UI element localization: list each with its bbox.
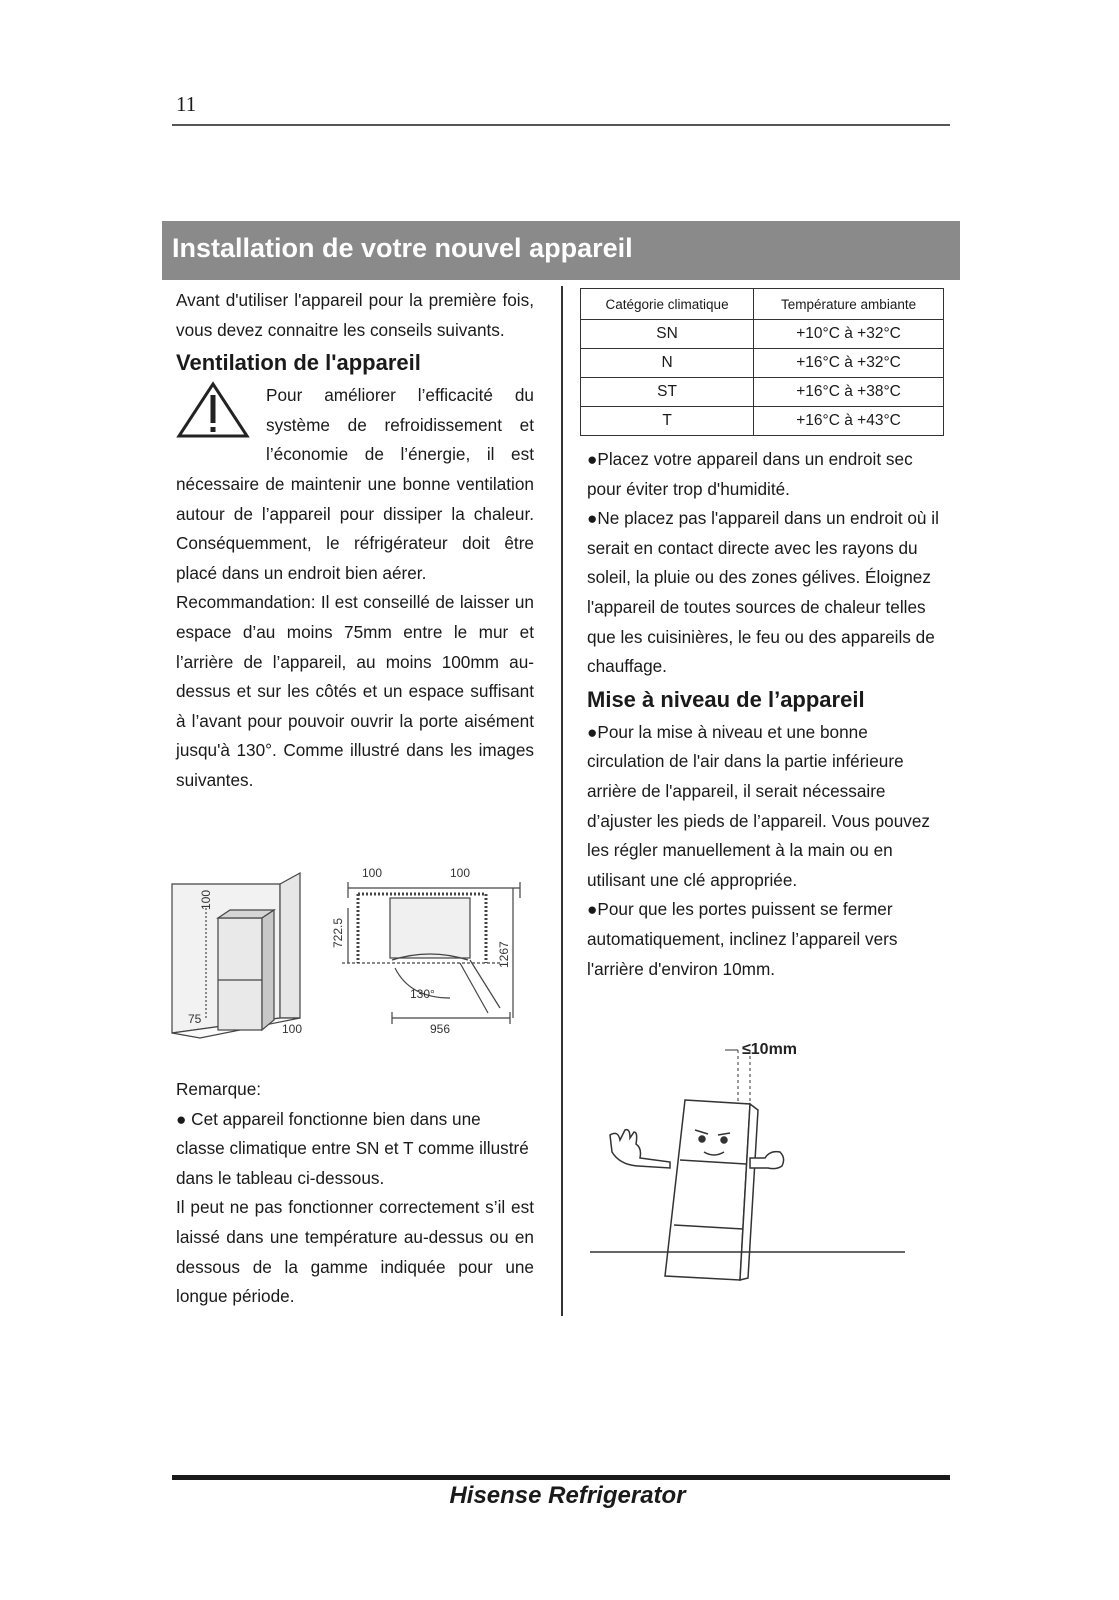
- table-cell: ST: [581, 378, 754, 407]
- depth-label: 722.5: [331, 917, 345, 948]
- remark-block: [176, 1075, 534, 1312]
- top-clearance-label: 100: [199, 889, 213, 910]
- gap-left-label: 100: [362, 868, 383, 880]
- remark-label: Remarque:: [176, 1079, 262, 1099]
- footer-brand: Hisense Refrigerator: [449, 1482, 686, 1509]
- climate-table: [580, 288, 944, 436]
- remark-item-2: Il peut ne pas fonctionner correctement s’il est laissé dans une température au-dessus ou en dessous de la gamme indiquée pour une longue période.: [176, 1197, 534, 1307]
- leveling-bullet-1: ●Pour la mise à niveau et une bonne circulation de l'air dans la partie inférieure arrière de l'appareil, il serait nécessaire d’ajuster les pieds de l’appareil. Vous pouvez les régler manuellement à la main ou en utilisant une clé appropriée.: [587, 721, 931, 890]
- warning-icon: [176, 381, 266, 441]
- ventilation-heading: Ventilation de l'appareil: [176, 350, 421, 376]
- section-title-bar: [162, 221, 960, 280]
- column-divider: [561, 286, 563, 1316]
- leveling-heading: Mise à niveau de l’appareil: [587, 686, 865, 712]
- placement-bullet-2: ●Ne placez pas l'appareil dans un endroit où il serait en contact directe avec les rayons du soleil, la pluie ou des zones gélives. Éloignez l'appareil de toutes sources de chaleur telles que les cuisinières, le feu ou des appareils de chauffage.: [587, 508, 939, 677]
- left-hand-icon: [610, 1130, 670, 1168]
- gap-right-label: 100: [450, 868, 471, 880]
- table-cell: T: [581, 407, 754, 436]
- section-title: Installation de votre nouvel appareil: [172, 233, 633, 263]
- side-clearance-label: 100: [282, 1022, 303, 1036]
- ventilation-diagram: [170, 868, 540, 1068]
- door-angle-label: 130°: [410, 987, 435, 1001]
- table-cell: +16°C à +43°C: [754, 407, 944, 436]
- recommendation-paragraph: Recommandation: Il est conseillé de laisser un espace d’au moins 75mm entre le mur et l’arrière de l’appareil, au moins 100mm au-dessus et sur les côtés et un espace suffisant à l’avant pour pouvoir ouvrir la porte aisément jusqu'à 130°. Comme illustré dans les images suivantes.: [176, 592, 534, 790]
- top-view-diagram: [342, 882, 520, 1024]
- fridge-body: [665, 1100, 758, 1280]
- page-number: 11: [176, 92, 197, 116]
- total-depth-label: 1267: [497, 941, 511, 968]
- table-header-temperature: Température ambiante: [754, 289, 944, 320]
- intro-paragraph: Avant d'utiliser l'appareil pour la première fois, vous devez connaitre les conseils suivants.: [176, 290, 534, 340]
- tilted-fridge-illustration: [590, 1040, 920, 1290]
- table-header-row: [581, 289, 944, 320]
- ventilation-paragraph: Pour améliorer l’efficacité du système de refroidissement et l’économie de l’énergie, il est nécessaire de maintenir une bonne ventilation autour de l’appareil pour dissiper la chaleur. Conséquemment, le réfrigérateur doit être placé dans un endroit bien aérer.: [176, 385, 534, 583]
- table-cell: N: [581, 349, 754, 378]
- header-rule: [172, 124, 950, 126]
- table-cell: +16°C à +32°C: [754, 349, 944, 378]
- remark-item-1: ● Cet appareil fonctionne bien dans une classe climatique entre SN et T comme illustré dans le tableau ci-dessous.: [176, 1108, 529, 1188]
- footer-rule: [172, 1475, 950, 1480]
- placement-bullet-1: ●Placez votre appareil dans un endroit sec pour éviter trop d'humidité.: [587, 449, 913, 499]
- table-row: [581, 349, 944, 378]
- table-row: [581, 407, 944, 436]
- table-cell: SN: [581, 320, 754, 349]
- right-column: [587, 445, 947, 984]
- table-cell: +10°C à +32°C: [754, 320, 944, 349]
- left-column: [176, 286, 534, 796]
- width-label: 956: [430, 1022, 451, 1036]
- table-row: [581, 320, 944, 349]
- table-header-category: Catégorie climatique: [581, 289, 754, 320]
- tilt-label: ≤10mm: [742, 1041, 798, 1058]
- table-cell: +16°C à +38°C: [754, 378, 944, 407]
- leveling-bullet-2: ●Pour que les portes puissent se fermer automatiquement, inclinez l’appareil vers l'arrière d'environ 10mm.: [587, 899, 898, 979]
- table-row: [581, 378, 944, 407]
- back-clearance-label: 75: [188, 1012, 202, 1026]
